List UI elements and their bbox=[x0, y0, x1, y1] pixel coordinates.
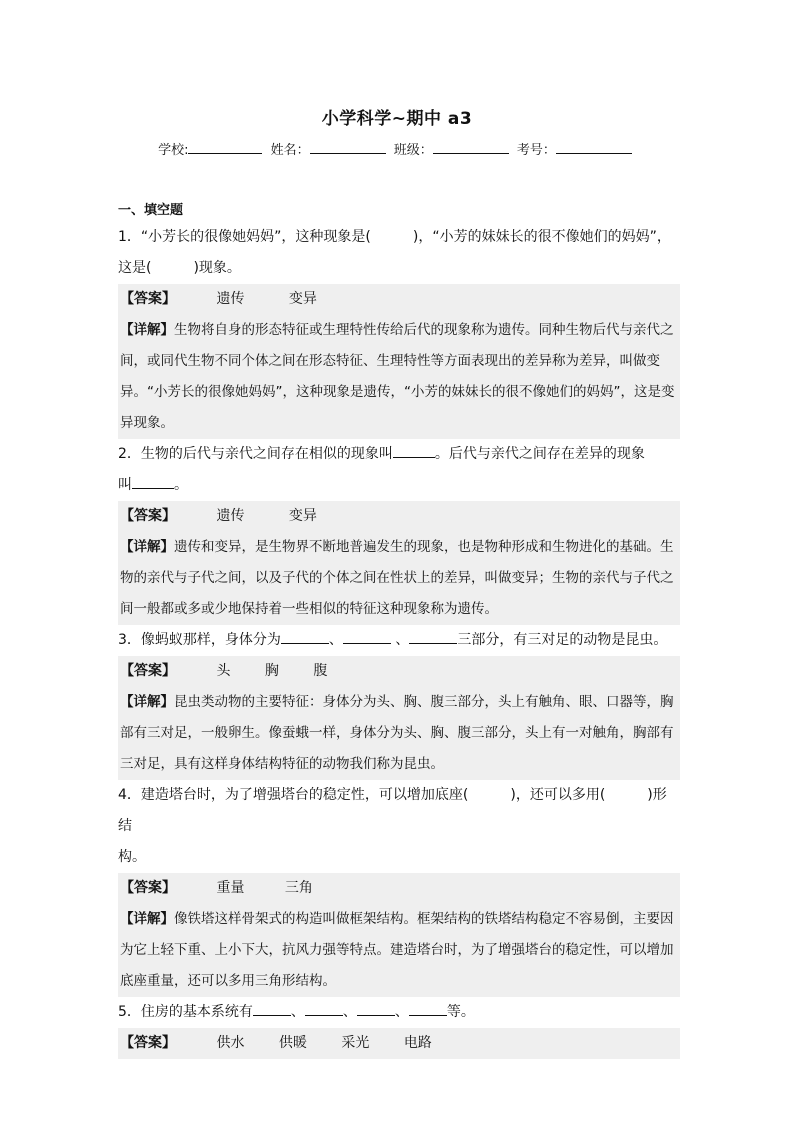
question-text: 3．像蚂蚁那样，身体分为 bbox=[118, 632, 281, 648]
name-blank[interactable] bbox=[310, 141, 386, 154]
student-info-line bbox=[0, 139, 794, 158]
answer-blank[interactable] bbox=[393, 443, 435, 458]
question-text: 。 bbox=[174, 477, 188, 493]
question-text: 4．建造塔台时，为了增强塔台的稳定性，可以增加底座( )，还可以多用( )形结 bbox=[118, 787, 667, 834]
question-text: 。后代与亲代之间存在差异的现象 bbox=[434, 446, 645, 462]
answer-tag: 【答案】 bbox=[120, 291, 176, 307]
answer-blank[interactable] bbox=[281, 629, 329, 644]
answer-row bbox=[118, 284, 680, 315]
name-label: 姓名： bbox=[270, 143, 310, 158]
detail-block bbox=[118, 532, 680, 625]
question-1 bbox=[118, 222, 680, 284]
class-blank[interactable] bbox=[433, 141, 509, 154]
answer-item: 三角 bbox=[284, 880, 313, 896]
question-text: 2．生物的后代与亲代之间存在相似的现象叫 bbox=[118, 446, 393, 462]
answer-item: 遗传 bbox=[216, 291, 245, 307]
answer-tag: 【答案】 bbox=[120, 880, 176, 896]
detail-block bbox=[118, 904, 680, 997]
question-text: 、 bbox=[394, 1004, 409, 1020]
number-blank[interactable] bbox=[556, 141, 632, 154]
detail-text: 像铁塔这样骨架式的构造叫做框架结构。框架结构的铁塔结构稳定不容易倒，主要因为它上轻下重、上小下大，抗风力强等特点。建造塔台时，为了增强塔台的稳定性，可以增加底座重量，还可以多用三角形结构。 bbox=[120, 911, 674, 989]
detail-block bbox=[118, 315, 680, 439]
question-text: 、 bbox=[342, 1004, 357, 1020]
answer-row bbox=[118, 873, 680, 904]
answer-item: 电路 bbox=[403, 1035, 432, 1051]
answer-blank[interactable] bbox=[253, 1001, 291, 1016]
answer-tag: 【答案】 bbox=[120, 663, 176, 679]
page-title: 小学科学~期中 a3 bbox=[321, 109, 473, 129]
detail-tag: 【详解】 bbox=[120, 322, 174, 338]
question-2 bbox=[118, 439, 680, 501]
question-text: 等。 bbox=[446, 1004, 475, 1020]
answer-blank[interactable] bbox=[343, 629, 391, 644]
detail-tag: 【详解】 bbox=[120, 539, 174, 555]
answer-item: 头 bbox=[216, 663, 231, 679]
answer-item: 腹 bbox=[313, 663, 328, 679]
answer-tag: 【答案】 bbox=[120, 1035, 176, 1051]
detail-text: 昆虫类动物的主要特征：身体分为头、胸、腹三部分，头上有触角、眼、口器等，胸部有三对足，一般卵生。像蚕蛾一样，身体分为头、胸、腹三部分，头上有一对触角，胸部有三对足，具有这样身体结构特征的动物我们称为昆虫。 bbox=[120, 694, 674, 772]
question-text: 、 bbox=[390, 632, 410, 648]
answer-item: 胸 bbox=[264, 663, 279, 679]
answer-row bbox=[118, 501, 680, 532]
detail-tag: 【详解】 bbox=[120, 911, 174, 927]
answer-blank[interactable] bbox=[132, 474, 174, 489]
answer-item: 变异 bbox=[288, 508, 317, 524]
school-blank[interactable] bbox=[188, 141, 262, 154]
answer-row bbox=[118, 656, 680, 687]
question-text: 这是( )现象。 bbox=[118, 260, 241, 276]
answer-blank[interactable] bbox=[409, 1001, 447, 1016]
answer-blank[interactable] bbox=[305, 1001, 343, 1016]
answer-item: 重量 bbox=[216, 880, 245, 896]
question-text: 5．住房的基本系统有 bbox=[118, 1004, 253, 1020]
question-4 bbox=[118, 780, 680, 873]
detail-tag: 【详解】 bbox=[120, 694, 174, 710]
question-text: 三部分，有三对足的动物是昆虫。 bbox=[457, 632, 668, 648]
answer-item: 遗传 bbox=[216, 508, 245, 524]
question-3 bbox=[118, 625, 680, 656]
answer-row bbox=[118, 1028, 680, 1059]
question-5 bbox=[118, 997, 680, 1028]
number-label: 考号： bbox=[516, 143, 556, 158]
detail-text: 生物将自身的形态特征或生理特性传给后代的现象称为遗传。同种生物后代与亲代之间，或同代生物不同个体之间在形态特征、生理特性等方面表现出的差异称为差异，叫做变异。“小芳长的很像她妈妈”，这种现象是遗传，“小芳的妹妹长的很不像她们的妈妈”，这是变异现象。 bbox=[120, 322, 675, 431]
question-text: 、 bbox=[290, 1004, 305, 1020]
answer-item: 变异 bbox=[288, 291, 317, 307]
answer-blank[interactable] bbox=[357, 1001, 395, 1016]
answer-item: 供水 bbox=[216, 1035, 245, 1051]
section-title: 一、填空题 bbox=[118, 203, 184, 218]
question-text: 构。 bbox=[118, 849, 146, 865]
detail-block bbox=[118, 687, 680, 780]
question-text: 叫 bbox=[118, 477, 132, 493]
school-label: 学校: bbox=[158, 143, 189, 158]
answer-item: 采光 bbox=[341, 1035, 370, 1051]
answer-item: 供暖 bbox=[278, 1035, 307, 1051]
detail-text: 遗传和变异，是生物界不断地普遍发生的现象，也是物种形成和生物进化的基础。生物的亲代与子代之间，以及子代的个体之间在性状上的差异，叫做变异；生物的亲代与子代之间一般都或多或少地保持着一些相似的特征这种现象称为遗传。 bbox=[120, 539, 674, 617]
question-text: 1．“小芳长的很像她妈妈”，这种现象是( )，“小芳的妹妹长的很不像她们的妈妈”， bbox=[118, 229, 671, 245]
question-text: 、 bbox=[328, 632, 343, 648]
question-content bbox=[118, 200, 680, 1059]
answer-tag: 【答案】 bbox=[120, 508, 176, 524]
answer-blank[interactable] bbox=[409, 629, 457, 644]
class-label: 班级： bbox=[393, 143, 433, 158]
